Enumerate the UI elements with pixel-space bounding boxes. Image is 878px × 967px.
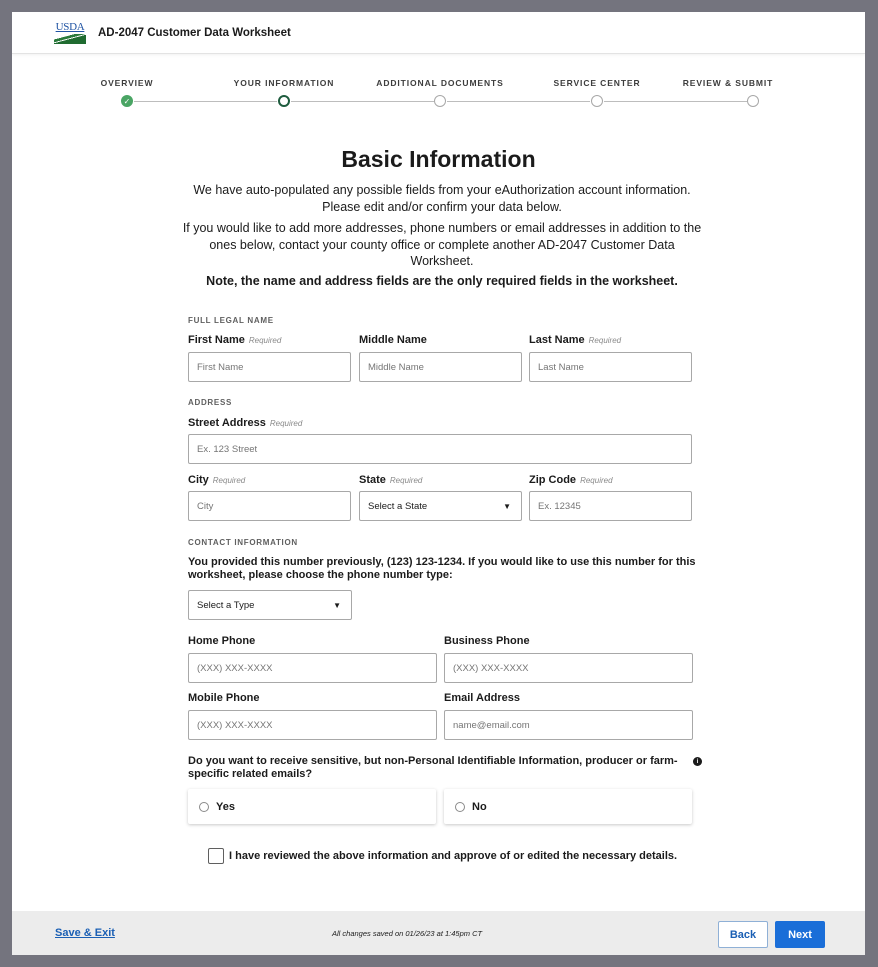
street-address-label: Street Address Required: [188, 417, 303, 429]
section-label-contact-information: CONTACT INFORMATION: [188, 538, 298, 547]
last-name-input[interactable]: [529, 352, 692, 382]
acknowledgement-checkbox[interactable]: [208, 848, 224, 864]
required-tag: Required: [212, 476, 246, 485]
radio-label-yes: Yes: [216, 800, 235, 813]
acknowledgement-checkbox-row[interactable]: [208, 848, 677, 864]
additional-info-text: If you would like to add more addresses, phone numbers or email addresses in addition to the ones below, contact your county office or complete another AD-2047 Customer Data Worksheet.: [182, 221, 702, 268]
step-your-information-dot: [278, 95, 290, 107]
home-phone-input[interactable]: [188, 653, 437, 683]
email-address-label: Email Address: [444, 692, 521, 704]
app-title: AD-2047 Customer Data Worksheet: [98, 26, 291, 39]
home-phone-label: Home Phone: [188, 635, 256, 647]
zip-code-input[interactable]: [529, 491, 692, 521]
usda-logo: [54, 22, 86, 44]
caret-down-icon: ▼: [333, 600, 341, 610]
step-connector: [604, 101, 747, 102]
step-additional-documents-dot: [434, 95, 446, 107]
state-select[interactable]: [359, 491, 522, 521]
required-note: Note, the name and address fields are the only required fields in the worksheet.: [206, 274, 678, 288]
step-overview-label: OVERVIEW: [100, 78, 154, 88]
page-title: Basic Information: [341, 146, 536, 172]
save-status-text: All changes saved on 01/26/23 at 1:45pm CT: [332, 929, 483, 938]
progress-stepper: [100, 78, 774, 114]
business-phone-input[interactable]: [444, 653, 693, 683]
state-select-value: Select a State: [368, 500, 428, 512]
email-preference-yes-option[interactable]: [188, 789, 436, 824]
step-service-center-dot: [591, 95, 603, 107]
street-address-input[interactable]: [188, 434, 692, 464]
app-window: [12, 12, 865, 955]
step-additional-documents-label: ADDITIONAL DOCUMENTS: [376, 78, 504, 88]
email-address-input[interactable]: [444, 710, 693, 740]
acknowledgement-label: I have reviewed the above information and approve of or edited the necessary details.: [229, 850, 678, 862]
middle-name-input[interactable]: [359, 352, 522, 382]
first-name-input[interactable]: [188, 352, 351, 382]
footer-bar: [12, 911, 865, 955]
app-header: [12, 12, 865, 54]
step-connector: [447, 101, 590, 102]
business-phone-label: Business Phone: [444, 635, 530, 647]
mobile-phone-label: Mobile Phone: [188, 692, 260, 704]
step-connector: [291, 101, 434, 102]
phone-type-select-value: Select a Type: [197, 599, 255, 611]
save-exit-link[interactable]: Save & Exit: [55, 927, 115, 939]
required-tag: Required: [248, 336, 282, 345]
next-button[interactable]: Next: [775, 921, 825, 948]
usda-logo-icon: [54, 34, 86, 44]
mobile-phone-input[interactable]: [188, 710, 437, 740]
zip-code-label: Zip Code Required: [529, 474, 613, 486]
radio-button-no[interactable]: [455, 802, 465, 812]
city-label: City Required: [188, 474, 246, 486]
required-tag: Required: [580, 476, 613, 485]
intro-text: We have auto-populated any possible fields from your eAuthorization account information. Please edit and/or confirm your data below.: [193, 183, 691, 214]
caret-down-icon: ▼: [503, 501, 511, 511]
first-name-label: First Name Required: [188, 334, 282, 346]
step-your-information-label: YOUR INFORMATION: [233, 78, 335, 88]
email-preference-no-option[interactable]: [444, 789, 692, 824]
info-icon[interactable]: i: [693, 757, 702, 766]
section-label-address: ADDRESS: [188, 398, 233, 407]
step-connector: [134, 101, 277, 102]
last-name-label: Last Name Required: [529, 334, 622, 346]
phone-type-prompt: You provided this number previously, (123) 123-1234. If you would like to use this number for this worksheet, please choose the phone number type:: [188, 556, 696, 581]
required-tag: Required: [389, 476, 423, 485]
city-input[interactable]: [188, 491, 351, 521]
radio-label-no: No: [472, 800, 487, 813]
section-label-full-legal-name: FULL LEGAL NAME: [188, 316, 274, 325]
required-tag: Required: [588, 336, 622, 345]
middle-name-label: Middle Name: [359, 334, 427, 346]
step-overview-check-icon[interactable]: ✓: [121, 95, 133, 107]
back-button[interactable]: Back: [718, 921, 768, 948]
phone-type-select[interactable]: [188, 590, 352, 620]
state-label: State Required: [359, 474, 423, 486]
usda-logo-text: USDA: [55, 20, 85, 33]
radio-button-yes[interactable]: [199, 802, 209, 812]
step-review-submit-label: REVIEW & SUBMIT: [682, 78, 774, 88]
step-review-submit-dot: [747, 95, 759, 107]
required-tag: Required: [269, 419, 303, 428]
step-service-center-label: SERVICE CENTER: [553, 78, 641, 88]
email-preference-question: Do you want to receive sensitive, but non-Personal Identifiable Information, producer or farm-specific related emails?: [188, 755, 678, 780]
